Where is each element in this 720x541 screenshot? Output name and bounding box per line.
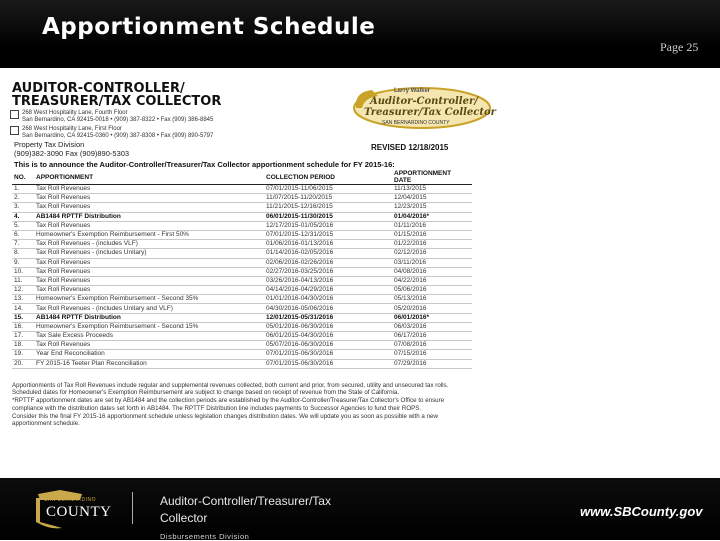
seal-line2: Treasurer/Tax Collector: [364, 107, 496, 118]
note-paragraph: Apportionments of Tax Roll Revenues include regular and supplemental revenues collected, both current and prior, from secured, utility and unsecured tax rolls. Scheduled dates for Homeowner's Exemption Reimbursement are subject to change based on receipt of revenue from the State of California.: [12, 382, 449, 397]
table-body: [12, 185, 472, 369]
row-collection-period: 01/01/2016-04/30/2016: [264, 295, 392, 304]
row-apportionment: Tax Roll Revenues: [34, 221, 264, 230]
website-link[interactable]: www.SBCounty.gov: [580, 504, 703, 519]
row-collection-period: 02/06/2016-02/26/2016: [264, 258, 392, 267]
row-number: 10.: [12, 267, 34, 276]
row-apportionment: Tax Roll Revenues: [34, 203, 264, 212]
division-info: [14, 140, 129, 158]
row-apportionment-date: 06/03/2016: [392, 322, 472, 331]
row-number: 12.: [12, 286, 34, 295]
row-number: 16.: [12, 322, 34, 331]
row-collection-period: 07/01/2015-06/30/2016: [264, 350, 392, 359]
row-number: 8.: [12, 249, 34, 258]
intro-text: This is to announce the Auditor-Controller/Treasurer/Tax Collector apportionment schedule for FY 2015-16:: [14, 160, 395, 169]
table-row: [12, 322, 472, 331]
department-name: [160, 493, 331, 527]
row-collection-period: 01/14/2016-02/05/2016: [264, 249, 392, 258]
address-line: 268 West Hospitality Lane, First Floor: [22, 126, 122, 132]
logo-small-text: SAN BERNARDINO: [44, 497, 97, 503]
row-collection-period: 02/27/2016-03/25/2016: [264, 267, 392, 276]
county-logo: [30, 488, 110, 530]
row-apportionment: FY 2015-16 Teeter Plan Reconciliation: [34, 359, 264, 368]
table-row: [12, 286, 472, 295]
row-collection-period: 07/01/2015-06/30/2016: [264, 359, 392, 368]
row-number: 6.: [12, 230, 34, 239]
address-block-2: [10, 126, 213, 140]
revised-date: REVISED 12/18/2015: [371, 143, 449, 152]
row-apportionment-date: 06/17/2016: [392, 332, 472, 341]
header-apportionment-date: APPORTIONMENT DATE: [392, 170, 472, 185]
table-row: [12, 295, 472, 304]
department-seal: [352, 86, 502, 130]
row-collection-period: 06/01/2015-11/30/2015: [264, 212, 392, 221]
address-line: 268 West Hospitality Lane, Fourth Floor: [22, 110, 128, 116]
notes: [12, 382, 474, 428]
table-header-row: [12, 170, 472, 185]
row-apportionment-date: 05/20/2016: [392, 304, 472, 313]
row-collection-period: 04/30/2016-05/06/2016: [264, 304, 392, 313]
page-number: Page 25: [660, 40, 699, 54]
note-paragraph: *RPTTF apportionment dates are set by AB1484 and the collection periods are established by the Auditor-Controller/Treasurer/Tax Collector's Office to ensure compliance with the distribution dates set forth in AB1484. The RPTTF Distribution line includes payments to Successor Agencies to fund their ROPS.: [12, 397, 445, 412]
table-row: [12, 332, 472, 341]
row-number: 4.: [12, 212, 34, 221]
table-row: [12, 221, 472, 230]
row-apportionment: Tax Roll Revenues: [34, 286, 264, 295]
table-row: [12, 212, 472, 221]
checkbox-icon: [10, 126, 19, 135]
row-apportionment-date: 01/15/2016: [392, 230, 472, 239]
row-collection-period: 07/01/2015-12/31/2015: [264, 230, 392, 239]
table-row: [12, 185, 472, 194]
row-apportionment: Tax Roll Revenues - (includes Unitary): [34, 249, 264, 258]
row-apportionment: Tax Roll Revenues: [34, 276, 264, 285]
table-row: [12, 249, 472, 258]
division-phone: (909)382-3090 Fax (909)890-5303: [14, 149, 130, 158]
row-apportionment-date: 07/29/2016: [392, 359, 472, 368]
apportionment-table: [12, 170, 472, 369]
row-collection-period: 04/14/2016-04/29/2016: [264, 286, 392, 295]
row-collection-period: 07/01/2015-11/06/2015: [264, 185, 392, 194]
title-bar: [0, 0, 720, 68]
row-apportionment-date: 05/13/2016: [392, 295, 472, 304]
row-number: 1.: [12, 185, 34, 194]
footer-bar: [0, 478, 720, 540]
row-number: 9.: [12, 258, 34, 267]
row-apportionment: AB1484 RPTTF Distribution: [34, 212, 264, 221]
row-number: 11.: [12, 276, 34, 285]
table-row: [12, 359, 472, 368]
table-row: [12, 276, 472, 285]
slide-title: Apportionment Schedule: [42, 14, 376, 40]
row-collection-period: 11/07/2015-11/20/2015: [264, 194, 392, 203]
seal-line1: Auditor-Controller/: [370, 96, 478, 107]
row-number: 17.: [12, 332, 34, 341]
checkbox-icon: [10, 110, 19, 119]
row-apportionment-date: 01/04/2016*: [392, 212, 472, 221]
seal-bottom-text: SAN BERNARDINO COUNTY: [382, 120, 450, 126]
row-number: 14.: [12, 304, 34, 313]
row-number: 5.: [12, 221, 34, 230]
header-no: NO.: [12, 170, 34, 185]
row-apportionment: AB1484 RPTTF Distribution: [34, 313, 264, 322]
table-row: [12, 350, 472, 359]
org-name: [12, 82, 221, 108]
row-apportionment-date: 06/01/2016*: [392, 313, 472, 322]
row-collection-period: 05/07/2016-06/30/2016: [264, 341, 392, 350]
row-apportionment: Tax Roll Revenues: [34, 341, 264, 350]
row-apportionment-date: 05/06/2016: [392, 286, 472, 295]
seal-top-text: Larry Walker: [394, 88, 431, 94]
table-row: [12, 258, 472, 267]
row-collection-period: 12/01/2015-05/31/2016: [264, 313, 392, 322]
row-apportionment-date: 11/13/2015: [392, 185, 472, 194]
row-apportionment: Tax Roll Revenues: [34, 185, 264, 194]
row-number: 15.: [12, 313, 34, 322]
row-apportionment: Tax Sale Excess Proceeds: [34, 332, 264, 341]
row-collection-period: 05/01/2016-06/30/2016: [264, 322, 392, 331]
address-block-1: [10, 110, 213, 124]
header-apportionment: APPORTIONMENT: [34, 170, 264, 185]
row-apportionment-date: 01/11/2016: [392, 221, 472, 230]
division-subtitle: Disbursements Division: [160, 532, 250, 541]
row-apportionment-date: 03/11/2016: [392, 258, 472, 267]
row-apportionment-date: 01/22/2016: [392, 240, 472, 249]
table-row: [12, 267, 472, 276]
row-apportionment: Homeowner's Exemption Reimbursement - First 50%: [34, 230, 264, 239]
row-apportionment-date: 02/12/2016: [392, 249, 472, 258]
row-number: 18.: [12, 341, 34, 350]
row-apportionment: Tax Roll Revenues: [34, 258, 264, 267]
row-collection-period: 03/26/2016-04/13/2016: [264, 276, 392, 285]
document-image: [0, 68, 720, 478]
row-apportionment: Year End Reconciliation: [34, 350, 264, 359]
row-number: 3.: [12, 203, 34, 212]
row-apportionment: Tax Roll Revenues: [34, 194, 264, 203]
table-row: [12, 341, 472, 350]
row-collection-period: 11/21/2015-12/16/2015: [264, 203, 392, 212]
row-number: 20.: [12, 359, 34, 368]
row-apportionment-date: 04/22/2016: [392, 276, 472, 285]
table-row: [12, 194, 472, 203]
department-name-line1: Auditor-Controller/Treasurer/Tax: [160, 494, 331, 508]
row-number: 13.: [12, 295, 34, 304]
row-apportionment: Tax Roll Revenues - (includes Unitary and VLF): [34, 304, 264, 313]
division-name: Property Tax Division: [14, 140, 85, 149]
row-number: 7.: [12, 240, 34, 249]
row-apportionment: Homeowner's Exemption Reimbursement - Second 15%: [34, 322, 264, 331]
row-number: 19.: [12, 350, 34, 359]
table-row: [12, 230, 472, 239]
row-apportionment: Tax Roll Revenues - (includes VLF): [34, 240, 264, 249]
footer-divider: [132, 492, 133, 524]
org-name-line2: TREASURER/TAX COLLECTOR: [12, 94, 222, 109]
department-name-line2: Collector: [160, 511, 208, 525]
row-apportionment-date: 12/04/2015: [392, 194, 472, 203]
note-paragraph: Consider this the final FY 2015-16 apportionment schedule unless legislation changes distribution dates. We will update you as soon as possible with a new apportionment schedule.: [12, 412, 438, 428]
table-row: [12, 304, 472, 313]
row-collection-period: 12/17/2015-01/05/2016: [264, 221, 392, 230]
row-apportionment-date: 07/08/2016: [392, 341, 472, 350]
table-row: [12, 313, 472, 322]
row-apportionment: Tax Roll Revenues: [34, 267, 264, 276]
row-number: 2.: [12, 194, 34, 203]
logo-big-text: COUNTY: [46, 504, 112, 520]
org-name-line1: AUDITOR-CONTROLLER/: [12, 81, 185, 96]
row-collection-period: 06/01/2015-04/30/2016: [264, 332, 392, 341]
header-collection-period: COLLECTION PERIOD: [264, 170, 392, 185]
row-apportionment-date: 07/15/2016: [392, 350, 472, 359]
row-apportionment-date: 04/08/2016: [392, 267, 472, 276]
address-line: San Bernardino, CA 92415-0360 • (909) 387-8308 • Fax (909) 890-5797: [22, 133, 214, 139]
row-collection-period: 01/06/2016-01/13/2016: [264, 240, 392, 249]
row-apportionment: Homeowner's Exemption Reimbursement - Second 35%: [34, 295, 264, 304]
row-apportionment-date: 12/23/2015: [392, 203, 472, 212]
address-line: San Bernardino, CA 92415-0018 • (909) 387-8322 • Fax (909) 386-8845: [22, 117, 214, 123]
table-row: [12, 203, 472, 212]
table-row: [12, 240, 472, 249]
